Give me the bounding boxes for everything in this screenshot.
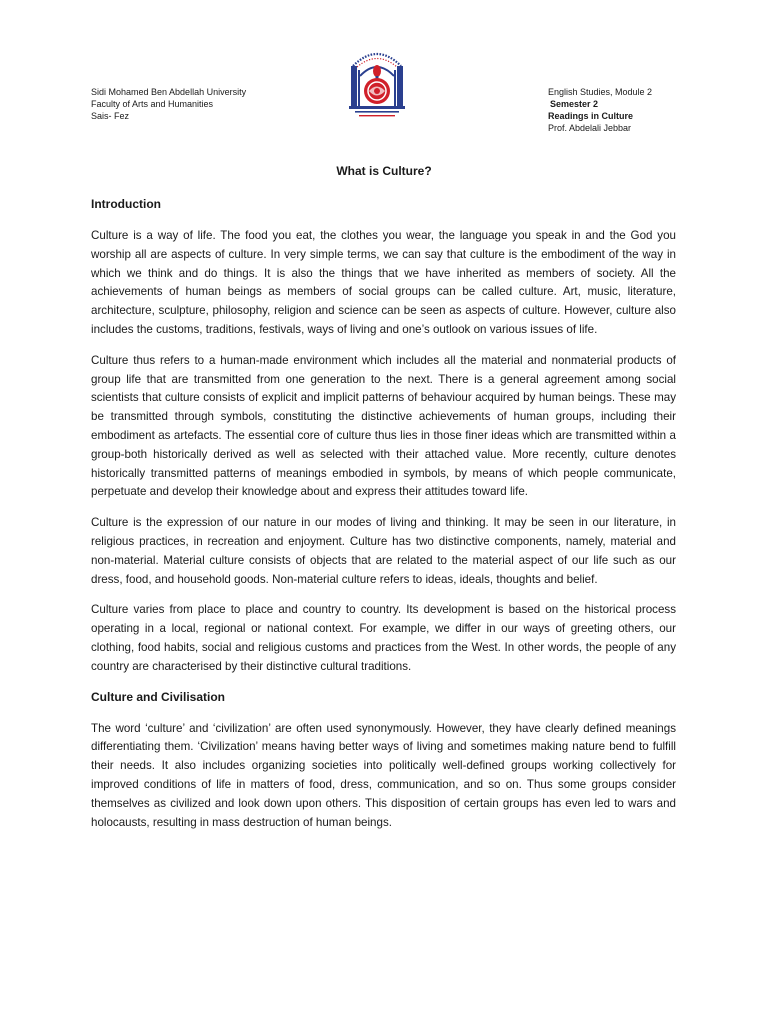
university-logo [345, 44, 409, 122]
header-semester: Semester 2 [550, 99, 599, 109]
header-course-title: Readings in Culture [548, 111, 634, 121]
header-location: Sais- Fez [91, 111, 130, 121]
document-title: What is Culture? [336, 164, 432, 178]
paragraph-3: Culture is the expression of our nature in our modes of living and thinking. It may be seen in our literature, in religious practices, in recreation and enjoyment. Culture has two distinctive components, namely, material and non-material. Material culture consists of objects that are related to the material aspect of our life such as our dress, food, and household goods. Non-material culture refers to ideas, ideals, thoughts and belief. [91, 516, 676, 586]
section-heading-civilisation: Culture and Civilisation [91, 689, 226, 704]
header-course-info [548, 86, 652, 134]
header-institution [91, 86, 246, 122]
section-heading-introduction: Introduction [91, 197, 161, 211]
header-module: English Studies, Module 2 [548, 87, 653, 97]
header-faculty: Faculty of Arts and Humanities [91, 99, 214, 109]
paragraph-5: The word ‘culture’ and ‘civilization’ are often used synonymously. However, they have clearly defined meanings differentiating them. ‘Civilization’ means having better ways of living and sometimes making nature bend to fulfill their needs. It also includes organizing societies into politically well-defined groups working collectively for improved conditions of life in matters of food, dress, communication, and so on. Thus some groups consider themselves as civilized and look down upon others. This disposition of certain groups has even led to wars and holocausts, resulting in mass destruction of human beings. [91, 721, 676, 829]
header-university: Sidi Mohamed Ben Abdellah University [91, 87, 247, 97]
header-professor: Prof. Abdelali Jebbar [548, 123, 632, 133]
paragraph-2: Culture thus refers to a human-made environment which includes all the material and nonmaterial products of group life that are transmitted from one generation to the next. There is a general agreement among social scientists that culture consists of explicit and implicit patterns of behaviour acquired by human beings. These may be transmitted through symbols, constituting the distinctive achievements of human groups, including their embodiment as artefacts. The essential core of culture thus lies in those finer ideas which are transmitted within a group-both historically derived as well as selected with their attached value. More recently, culture denotes historically transmitted patterns of meanings embodied in symbols, by means of which people communicate, perpetuate and develop their knowledge about and express their attitudes toward life. [91, 353, 676, 499]
document-body [91, 196, 676, 844]
paragraph-1: Culture is a way of life. The food you eat, the clothes you wear, the language you speak in and the God you worship all are aspects of culture. In very simple terms, we can say that culture is the embodiment of the way in which we think and do things. It is also the things that we have inherited as members of society. All the achievements of human beings as members of social groups can be called culture. Art, music, literature, architecture, sculpture, philosophy, religion and science can be seen as aspects of culture. However, culture also includes the customs, traditions, festivals, ways of living and one’s outlook on various issues of life. [91, 229, 676, 336]
paragraph-4: Culture varies from place to place and country to country. Its development is based on the historical process operating in a local, regional or national context. For example, we differ in our ways of greeting others, our clothing, food habits, social and religious customs and practices from the West. In other words, the people of any country are characterised by their distinctive cultural traditions. [91, 603, 676, 673]
